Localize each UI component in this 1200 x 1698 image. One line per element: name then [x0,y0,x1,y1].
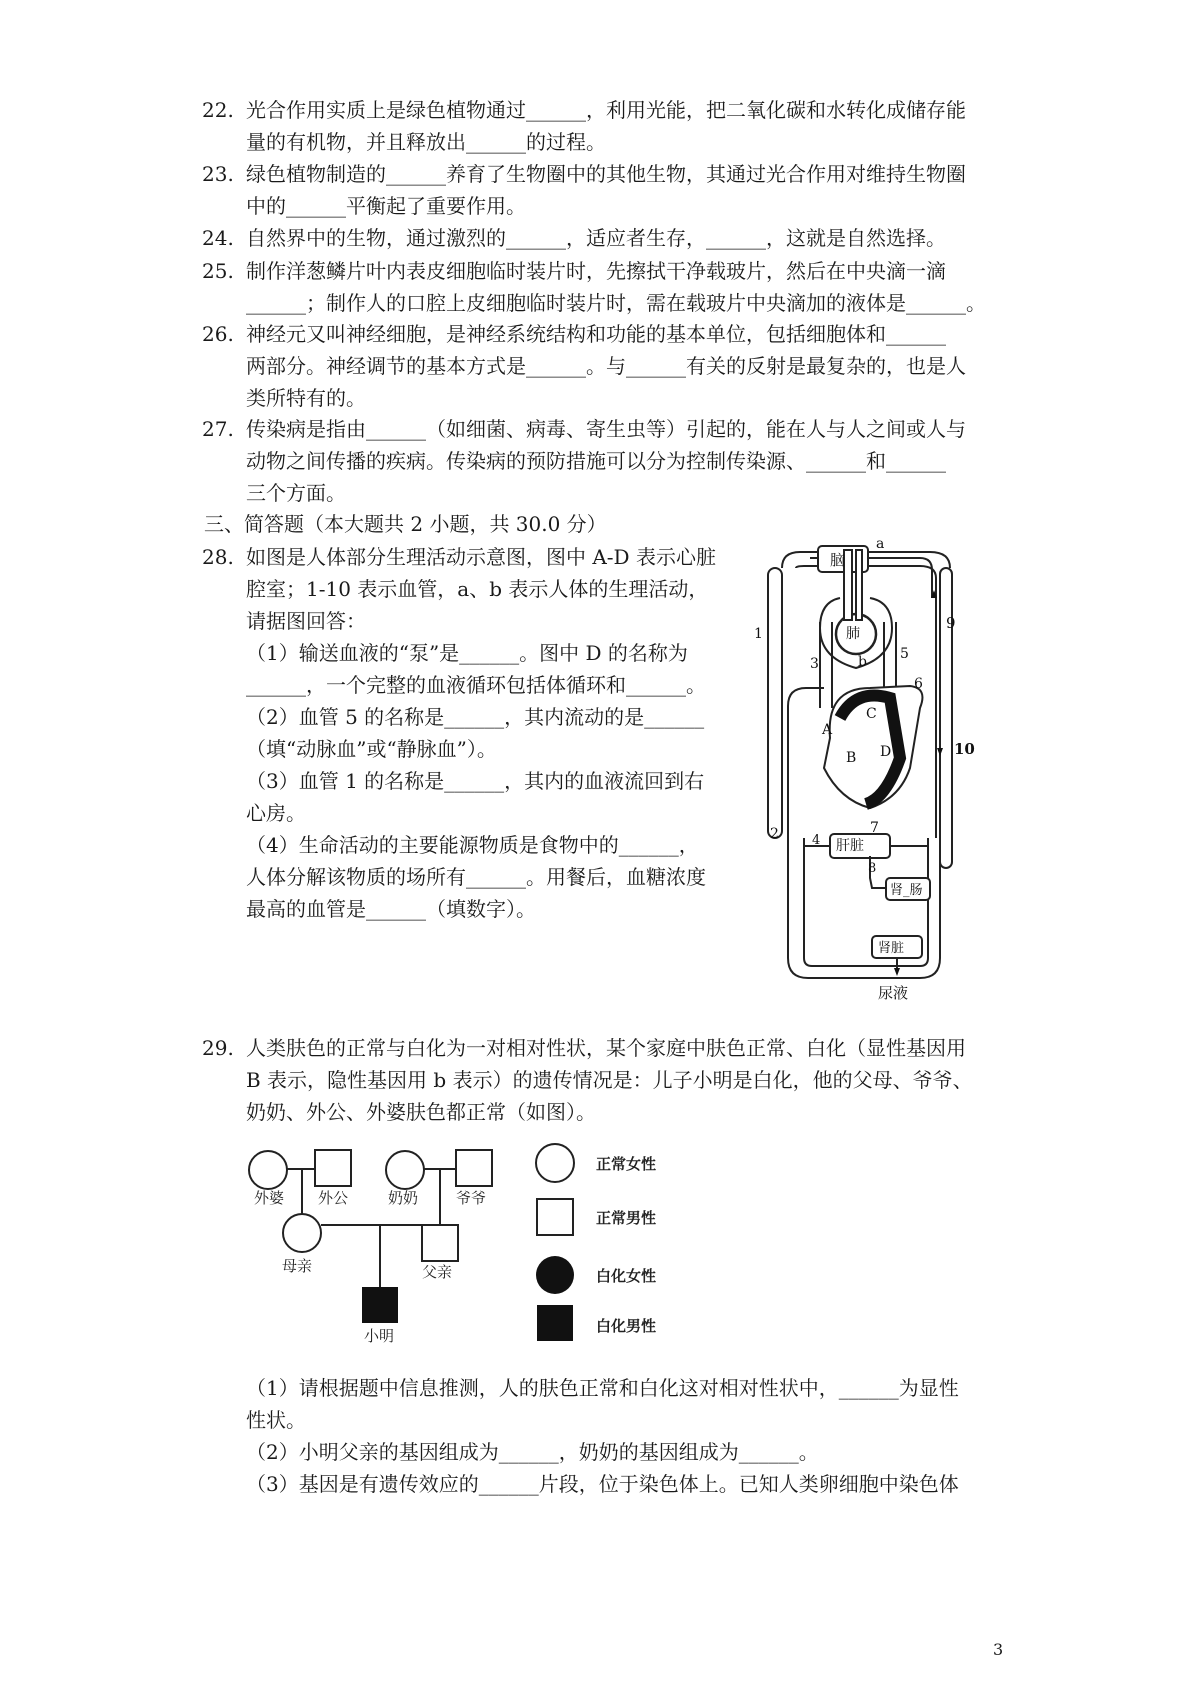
label-lung: 肺 [846,626,860,642]
question-26 [204,318,1004,414]
legend-normal-female-label: 正常女性 [596,1155,657,1173]
legend-albino-male-symbol [537,1305,573,1341]
question-text-line: 动物之间传播的疾病。传染病的预防措施可以分为控制传染源、______和______ [246,449,946,473]
muqin-symbol [283,1214,321,1252]
sub-question-text: 性状。 [246,1408,306,1432]
sub-question-28-1 [246,637,706,701]
label-C: C [866,706,877,722]
question-text-line: 绿色植物制造的______养育了生物圈中的其他生物，其通过光合作用对维持生物圈 [246,162,966,186]
question-text-line: ______；制作人的口腔上皮细胞临时装片时，需在载玻片中央滴加的液体是______。 [246,291,986,315]
label-vessel-7: 7 [870,820,879,836]
label-vessel-10: 10 [954,740,975,758]
label-liver: 肝脏 [836,838,864,854]
nainai-symbol [386,1151,424,1189]
question-number: 26. [202,322,234,346]
sub-question-text: （1）输送血液的“泵”是______。图中 D 的名称为 [246,641,688,665]
label-vessel-4: 4 [812,833,821,848]
question-number: 27. [202,417,234,441]
label-brain: 脑 [830,551,846,569]
sub-question-text: 人体分解该物质的场所有______。用餐后，血糖浓度 [246,865,706,889]
label-vessel-6: 6 [914,676,923,692]
label-vessel-9: 9 [946,614,956,632]
waipo-symbol [249,1151,287,1189]
legend-albino-male-label: 白化男性 [596,1317,657,1335]
yeye-symbol [456,1150,492,1186]
label-b: b [858,654,867,670]
question-24 [204,222,1004,254]
label-B: B [846,750,857,766]
question-text-line: 神经元又叫神经细胞，是神经系统结构和功能的基本单位，包括细胞体和______ [246,322,946,346]
label-urine: 尿液 [878,984,909,1002]
circulation-diagram [754,536,1000,1002]
label-vessel-1: 1 [754,626,763,642]
sub-question-text: 心房。 [246,801,306,825]
label-D: D [880,744,892,760]
sub-question-text: （填“动脉血”或“静脉血”）。 [246,737,497,761]
sub-question-text: （3）血管 1 的名称是______，其内的血液流回到右 [246,769,705,793]
question-number: 23. [202,162,234,186]
label-yeye: 爷爷 [456,1189,487,1207]
question-23 [204,158,1004,222]
sub-question-28-4 [246,829,706,925]
question-number: 25. [202,259,234,283]
label-fuqin: 父亲 [422,1263,453,1281]
question-text-line: 自然界中的生物，通过激烈的______，适应者生存，______，这就是自然选择。 [246,226,946,250]
question-text-line: 三个方面。 [246,481,346,505]
question-22 [204,94,1004,158]
question-text-line: 请据图回答： [246,609,366,633]
legend-normal-male-symbol [537,1199,573,1235]
label-vessel-2: 2 [770,826,779,842]
waigong-symbol [315,1150,351,1186]
legend-normal-female-symbol [536,1144,574,1182]
label-xiaoming: 小明 [364,1327,395,1345]
pedigree-chart [230,1145,730,1355]
sub-question-text: （1）请根据题中信息推测，人的肤色正常和白化这对相对性状中，______为显性 [246,1376,959,1400]
question-text-line: 腔室；1-10 表示血管，a、b 表示人体的生理活动， [246,577,709,601]
question-text-line: 两部分。神经调节的基本方式是______。与______有关的反射是最复杂的，也是人 [246,354,966,378]
label-a: a [876,536,885,552]
question-text-line: B 表示，隐性基因用 b 表示）的遗传情况是：儿子小明是白化，他的父母、爷爷、 [246,1068,973,1092]
question-28 [204,541,744,637]
label-vessel-5: 5 [900,646,909,662]
question-number: 22. [202,98,234,122]
question-29 [204,1032,1004,1128]
question-text-line: 中的______平衡起了重要作用。 [246,194,526,218]
question-27 [204,413,1004,509]
sub-question-28-2 [246,701,704,765]
sub-question-text: （2）血管 5 的名称是______，其内流动的是______ [246,705,705,729]
sub-question-29-1 [246,1372,959,1436]
label-waigong: 外公 [318,1189,349,1207]
question-text-line: 如图是人体部分生理活动示意图，图中 A-D 表示心脏 [246,545,716,569]
question-text-line: 量的有机物，并且释放出______的过程。 [246,130,606,154]
label-nainai: 奶奶 [388,1189,419,1207]
label-A: A [822,722,833,738]
question-text-line: 传染病是指由______（如细菌、病毒、寄生虫等）引起的，能在人与人之间或人与 [246,417,966,441]
question-number: 28. [202,545,234,569]
question-number: 24. [202,226,234,250]
question-25 [204,255,1004,319]
question-text-line: 奶奶、外公、外婆肤色都正常（如图）。 [246,1100,596,1124]
label-vessel-8: 8 [868,861,877,876]
question-text-line: 类所特有的。 [246,386,366,410]
fuqin-symbol [422,1225,458,1261]
legend-albino-female-label: 白化女性 [596,1267,657,1285]
section-heading: 三、简答题（本大题共 2 小题，共 30.0 分） [204,512,607,536]
question-text-line: 制作洋葱鳞片叶内表皮细胞临时装片时，先擦拭干净载玻片，然后在中央滴一滴 [246,259,946,283]
label-waipo: 外婆 [254,1189,285,1207]
legend-normal-male-label: 正常男性 [596,1209,657,1227]
page-number: 3 [993,1640,1004,1659]
question-text-line: 人类肤色的正常与白化为一对相对性状，某个家庭中肤色正常、白化（显性基因用 [246,1036,966,1060]
sub-question-text: （4）生命活动的主要能源物质是食物中的______， [246,833,699,857]
sub-question-29-3: （3）基因是有遗传效应的______片段，位于染色体上。已知人类卵细胞中染色体 [246,1472,959,1496]
sub-question-text: ______，一个完整的血液循环包括体循环和______。 [246,673,706,697]
xiaoming-symbol [362,1287,398,1323]
question-text-line: 光合作用实质上是绿色植物通过______，利用光能，把二氧化碳和水转化成储存能 [246,98,966,122]
legend-albino-female-symbol [536,1256,574,1294]
label-intestine: 肾_肠 [890,883,923,898]
label-vessel-3: 3 [810,656,819,672]
label-muqin: 母亲 [282,1257,313,1275]
sub-question-text: 最高的血管是______（填数字）。 [246,897,536,921]
label-kidney: 肾脏 [878,941,905,956]
question-number: 29. [202,1036,234,1060]
sub-question-28-3 [246,765,704,829]
sub-question-29-2: （2）小明父亲的基因组成为______，奶奶的基因组成为______。 [246,1440,819,1464]
